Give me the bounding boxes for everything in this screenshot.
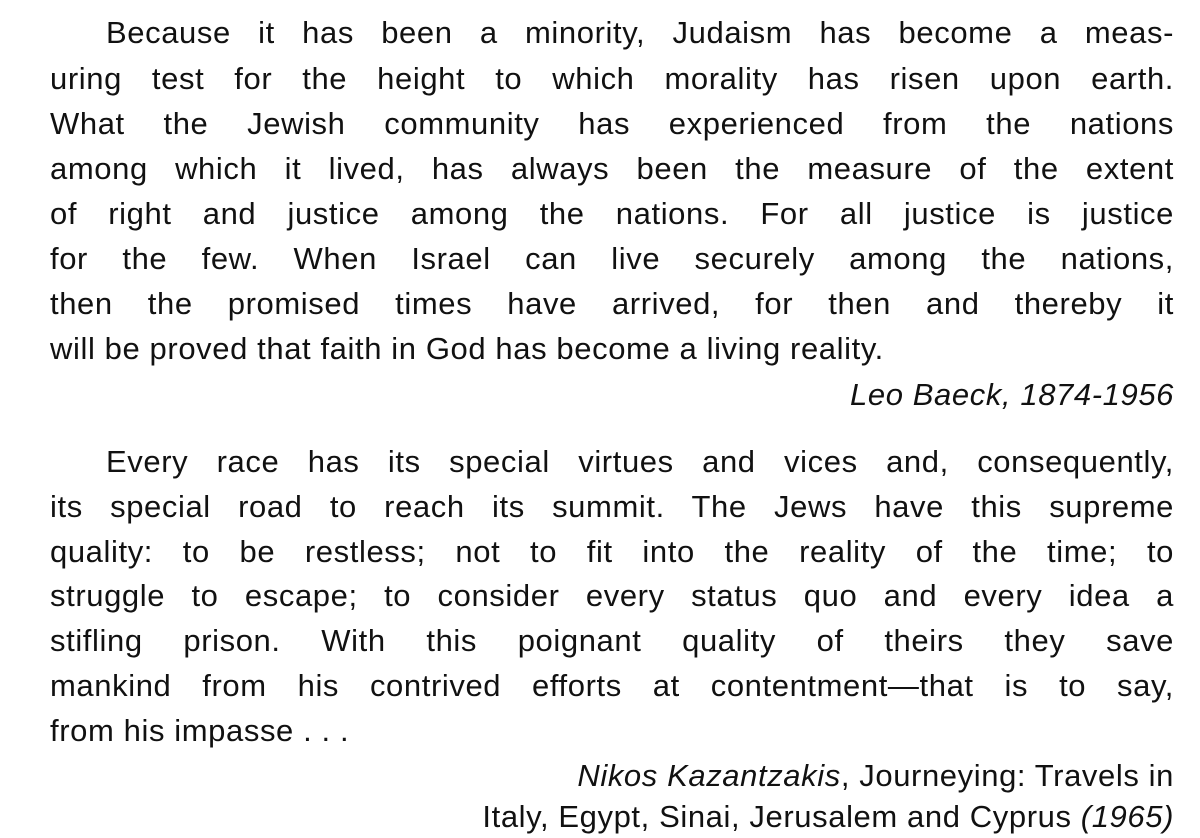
attribution-baeck: Leo Baeck, 1874-1956 (850, 377, 1174, 412)
attribution-title-part2: Italy, Egypt, Sinai, Jerusalem and Cyprus (482, 799, 1081, 834)
quote-line: struggle to escape; to consider every status quo and every idea a (50, 578, 1174, 613)
quote-line: for the few. When Israel can live securely among the nations, (50, 241, 1174, 276)
attribution-author: Nikos Kazantzakis (577, 758, 841, 793)
quote-line: among which it lived, has always been the measure of the extent (50, 151, 1174, 186)
quote-line: What the Jewish community has experienced from the nations (50, 106, 1174, 141)
quote-line: uring test for the height to which morality has risen upon earth. (50, 61, 1174, 96)
quote-line: of right and justice among the nations. For all justice is justice (50, 196, 1174, 231)
quote-line: stifling prison. With this poignant quality of theirs they save (50, 623, 1174, 658)
attribution-kazantzakis-line1 (577, 757, 1174, 795)
quote-line: its special road to reach its summit. The Jews have this supreme (50, 489, 1174, 524)
quote-line: then the promised times have arrived, for then and thereby it (50, 286, 1174, 321)
attribution-year: (1965) (1080, 799, 1174, 834)
quote-line: mankind from his contrived efforts at contentment—that is to say, (50, 668, 1174, 703)
attribution-title-part1: , Journeying: Travels in (840, 758, 1174, 793)
quote-line: quality: to be restless; not to fit into the reality of the time; to (50, 534, 1174, 569)
quote-line: will be proved that faith in God has become a living reality. (50, 331, 884, 366)
quote-line: Every race has its special virtues and vices and, consequently, (106, 444, 1174, 479)
quote-line: from his impasse . . . (50, 713, 350, 748)
attribution-kazantzakis-line2 (482, 798, 1174, 836)
quote-line: Because it has been a minority, Judaism has become a meas- (106, 15, 1174, 50)
